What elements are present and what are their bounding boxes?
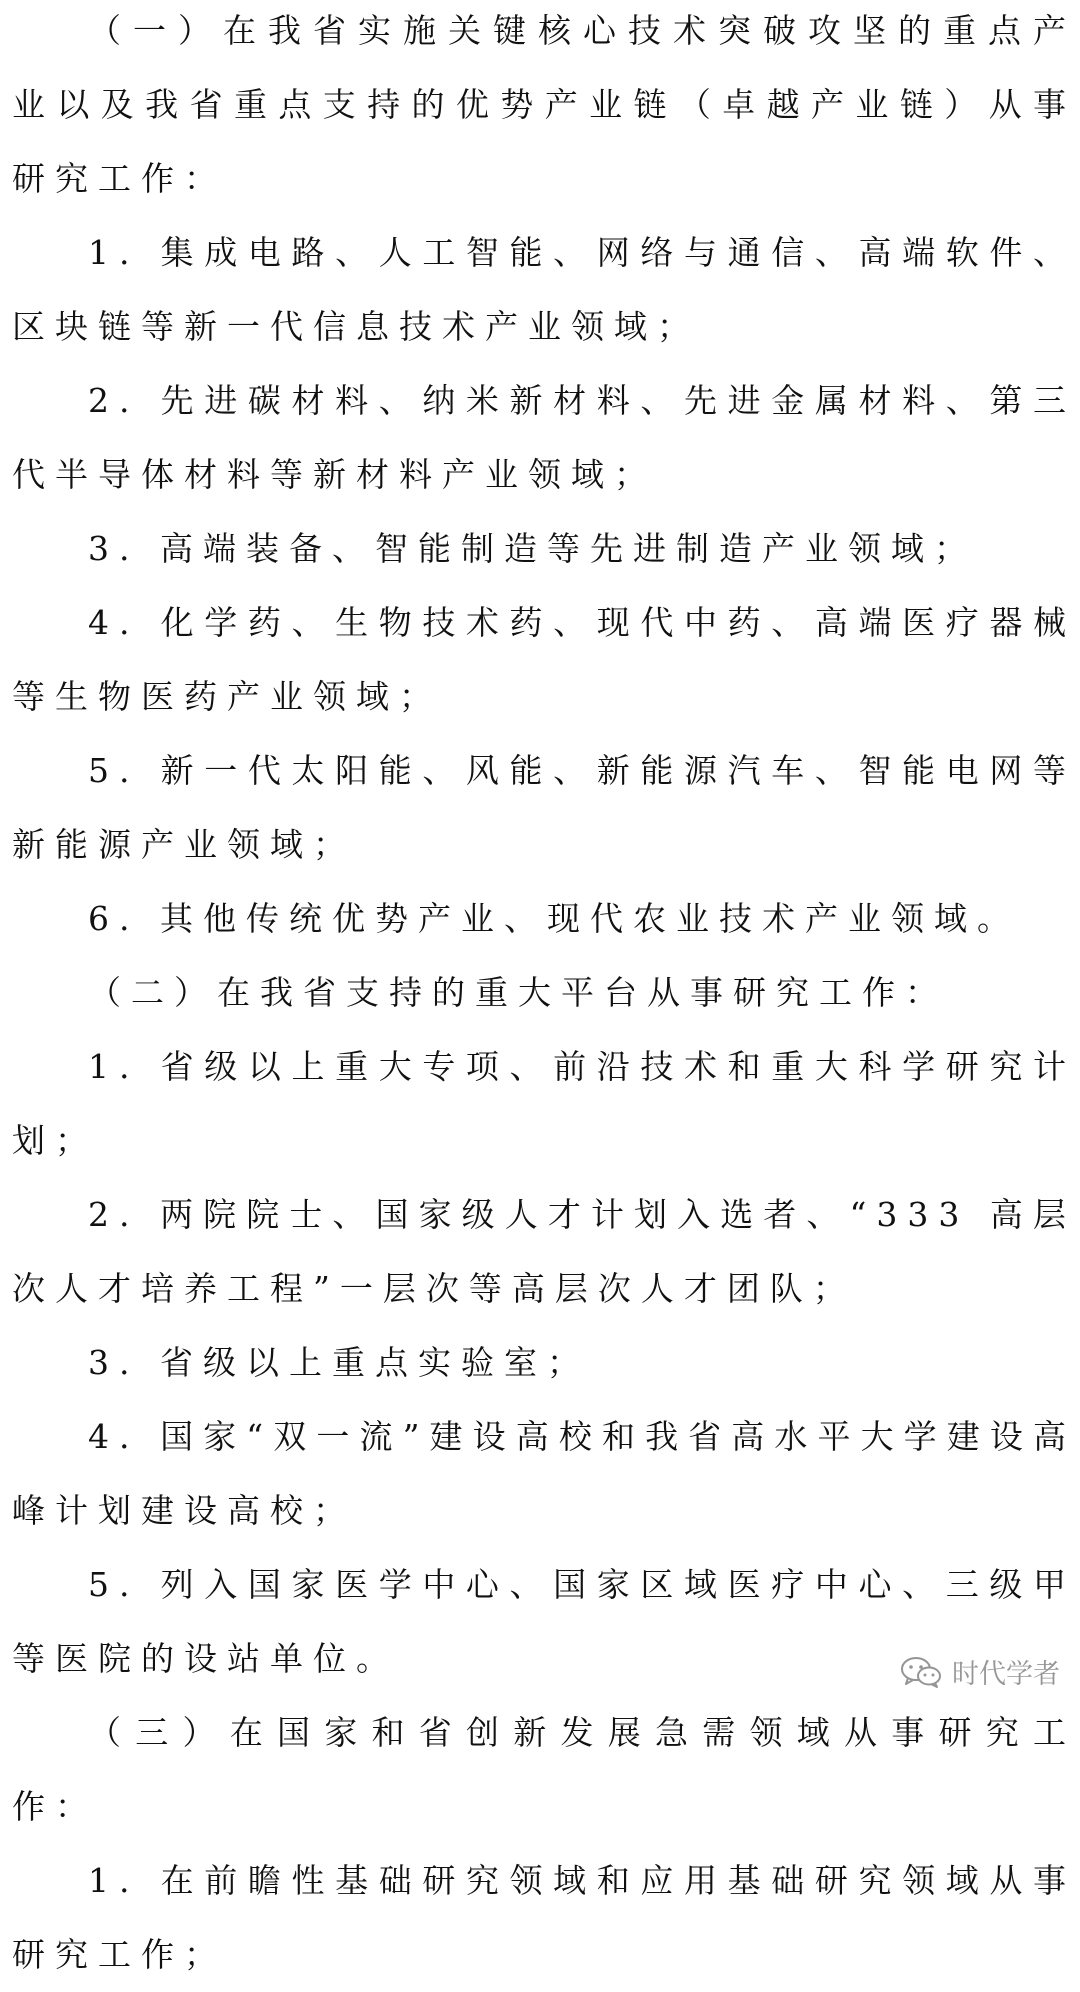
paragraph-item-1-5: 5. 新一代太阳能、风能、新能源汽车、智能电网等新能源产业领域； bbox=[12, 751, 1076, 864]
paragraph-item-1-4: 4. 化学药、生物技术药、现代中药、高端医疗器械等生物医药产业领域； bbox=[12, 603, 1076, 716]
paragraph-section-1-heading: （一）在我省实施关键核心技术突破攻坚的重点产业以及我省重点支持的优势产业链（卓越产业链）从事研究工作： bbox=[12, 11, 1076, 198]
paragraph-item-2-1: 1. 省级以上重大专项、前沿技术和重大科学研究计划； bbox=[12, 1047, 1076, 1160]
paragraph-item-2-5: 5. 列入国家医学中心、国家区域医疗中心、三级甲等医院的设站单位。 bbox=[12, 1565, 1076, 1678]
paragraph-item-2-2: 2. 两院院士、国家级人才计划入选者、“333 高层次人才培养工程”一层次等高层次人才团队； bbox=[12, 1195, 1076, 1308]
paragraph-section-2-heading: （二）在我省支持的重大平台从事研究工作： bbox=[88, 973, 948, 1012]
paragraph-item-2-3: 3. 省级以上重点实验室； bbox=[88, 1343, 590, 1382]
paragraph-section-3-heading: （三）在国家和省创新发展急需领域从事研究工作： bbox=[12, 1713, 1076, 1826]
paragraph-item-1-6: 6. 其他传统优势产业、现代农业技术产业领域。 bbox=[88, 899, 1020, 938]
paragraph-item-1-2: 2. 先进碳材料、纳米新材料、先进金属材料、第三代半导体材料等新材料产业领域； bbox=[12, 381, 1076, 494]
paragraph-item-3-1: 1. 在前瞻性基础研究领域和应用基础研究领域从事研究工作； bbox=[12, 1861, 1076, 1974]
wechat-icon bbox=[900, 1655, 942, 1689]
paragraph-item-2-4: 4. 国家“双一流”建设高校和我省高水平大学建设高峰计划建设高校； bbox=[12, 1417, 1076, 1530]
watermark-text: 时代学者 bbox=[952, 1659, 1060, 1690]
watermark bbox=[900, 1652, 1060, 1691]
paragraph-item-1-3: 3. 高端装备、智能制造等先进制造产业领域； bbox=[88, 529, 977, 568]
paragraph-item-1-1: 1. 集成电路、人工智能、网络与通信、高端软件、区块链等新一代信息技术产业领域； bbox=[12, 233, 1076, 346]
